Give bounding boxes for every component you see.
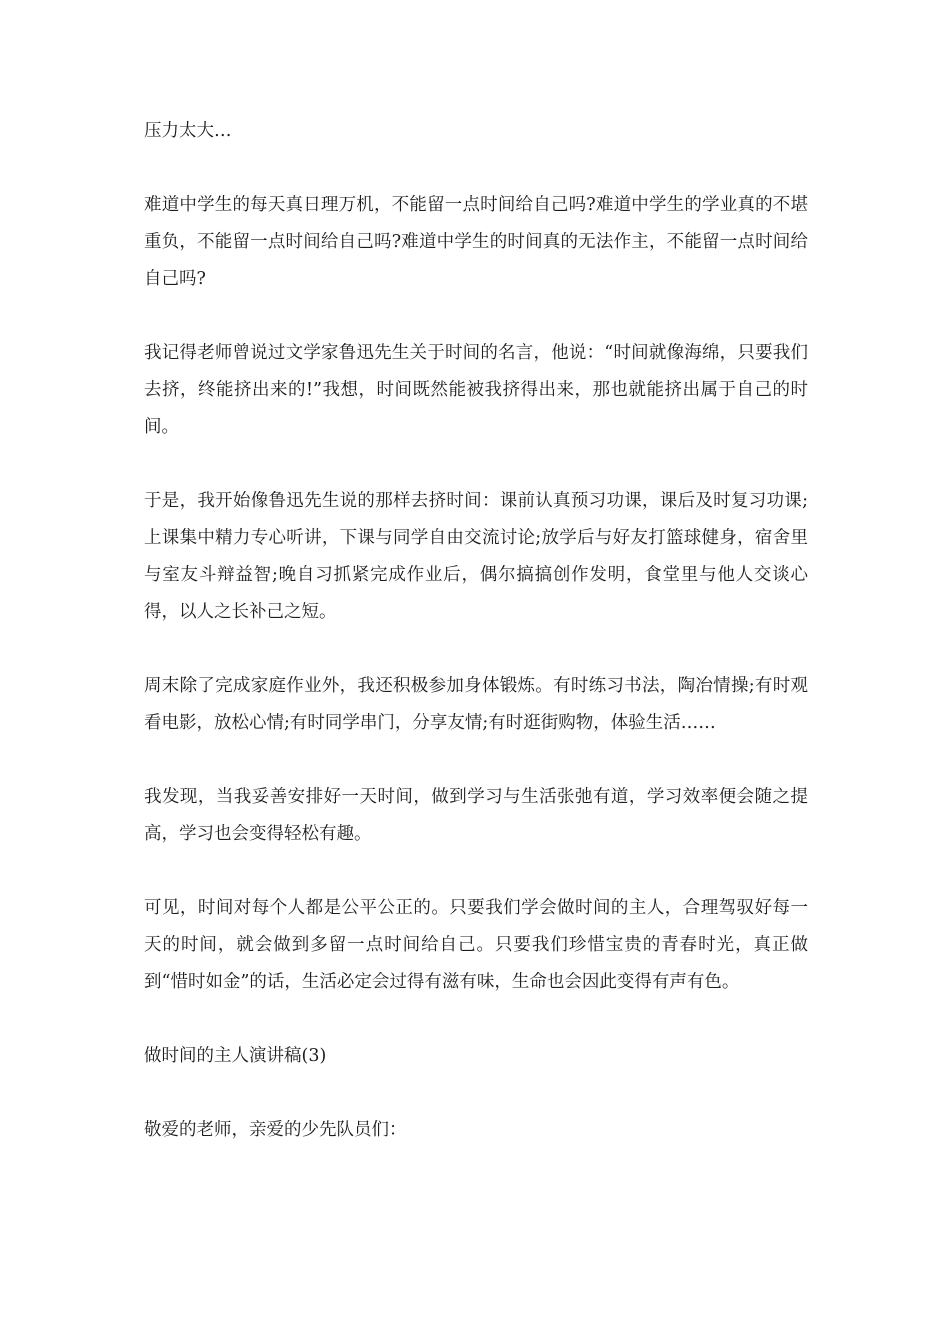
paragraph-weekend: 周末除了完成家庭作业外，我还积极参加身体锻炼。有时练习书法，陶冶情操;有时观看电影，放松心情;有时同学串门，分享友情;有时逛街购物，体验生活……: [144, 676, 808, 733]
paragraph-questions: 难道中学生的每天真日理万机，不能留一点时间给自己吗?难道中学生的学业真的不堪重负，不能留一点时间给自己吗?难道中学生的时间真的无法作主，不能留一点时间给自己吗?: [144, 195, 808, 289]
paragraph-pressure: 压力太大…: [144, 121, 232, 141]
paragraph-greeting: 敬爱的老师，亲爱的少先队员们：: [144, 1120, 407, 1140]
document-body: [144, 113, 808, 1186]
paragraph-conclusion: 可见，时间对每个人都是公平公正的。只要我们学会做时间的主人，合理驾驭好每一天的时间，就会做到多留一点时间给自己。只要我们珍惜宝贵的青春时光，真正做到“惜时如金”的话，生活必定会过得有滋有味，生命也会因此变得有声有色。: [144, 898, 808, 992]
paragraph-luxun-quote: 我记得老师曾说过文学家鲁迅先生关于时间的名言，他说：“时间就像海绵，只要我们去挤，终能挤出来的!”我想，时间既然能被我挤得出来，那也就能挤出属于自己的时间。: [144, 343, 808, 437]
section-title: 做时间的主人演讲稿(3): [144, 1046, 327, 1066]
paragraph-discovery: 我发现，当我妥善安排好一天时间，做到学习与生活张弛有道，学习效率便会随之提高，学习也会变得轻松有趣。: [144, 787, 808, 844]
paragraph-squeeze-time: 于是，我开始像鲁迅先生说的那样去挤时间：课前认真预习功课，课后及时复习功课;上课集中精力专心听讲，下课与同学自由交流讨论;放学后与好友打篮球健身，宿舍里与室友斗辩益智;晚自习抓紧完成作业后，偶尔搞搞创作发明，食堂里与他人交谈心得，以人之长补己之短。: [144, 491, 808, 622]
